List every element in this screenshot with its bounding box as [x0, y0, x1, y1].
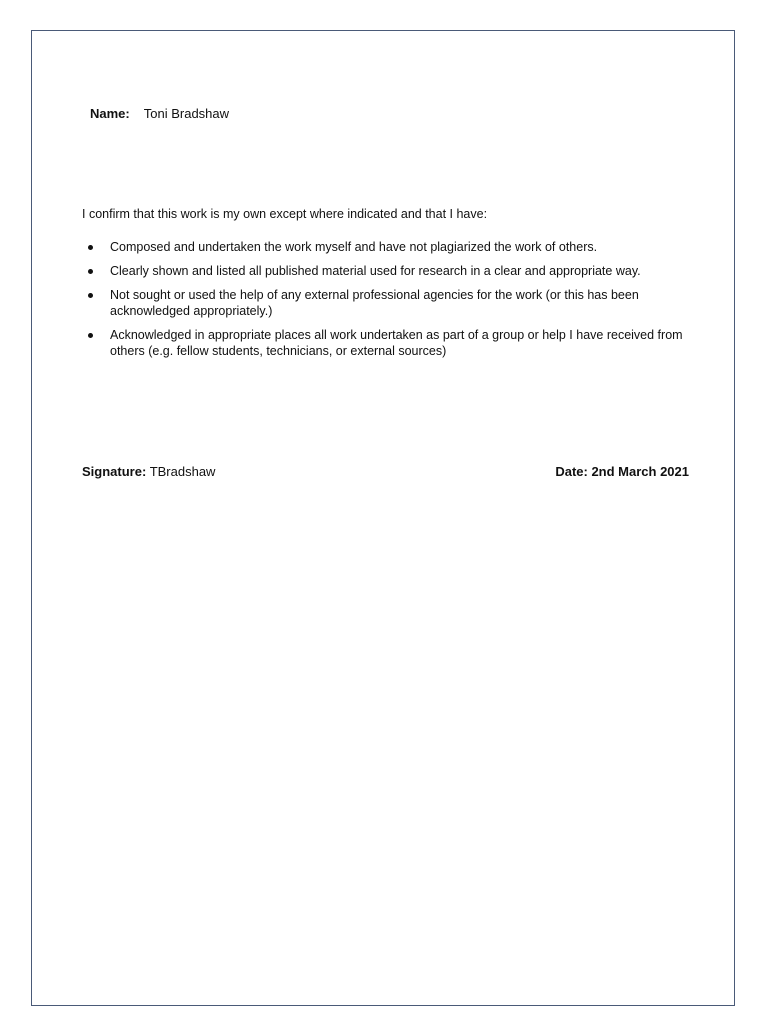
- page-border: [31, 30, 735, 1006]
- signature-row: [82, 464, 689, 479]
- list-item-text: Not sought or used the help of any external professional agencies for the work (or this has been acknowledged appropriately.): [110, 288, 639, 318]
- declaration-list: [82, 239, 692, 367]
- name-row: [90, 106, 229, 121]
- bullet-icon: [88, 245, 93, 250]
- declaration-intro: I confirm that this work is my own except where indicated and that I have:: [82, 207, 488, 221]
- list-item: [82, 239, 692, 255]
- date-text: Date: 2nd March 2021: [555, 464, 689, 479]
- list-item-text: Acknowledged in appropriate places all work undertaken as part of a group or help I have received from others (e.g. fellow students, technicians, or external sources): [110, 328, 683, 358]
- list-item: [82, 327, 692, 359]
- signature-value: TBradshaw: [149, 464, 216, 479]
- signature-label: Signature:: [82, 464, 147, 479]
- name-label: Name:: [90, 106, 130, 121]
- list-item: [82, 287, 692, 319]
- bullet-icon: [88, 293, 93, 298]
- list-item-text: Clearly shown and listed all published material used for research in a clear and appropriate way.: [110, 264, 641, 278]
- signature-block: [82, 464, 215, 479]
- bullet-icon: [88, 333, 93, 338]
- name-value: Toni Bradshaw: [143, 106, 230, 121]
- list-item-text: Composed and undertaken the work myself and have not plagiarized the work of others.: [110, 240, 598, 254]
- list-item: [82, 263, 692, 279]
- bullet-icon: [88, 269, 93, 274]
